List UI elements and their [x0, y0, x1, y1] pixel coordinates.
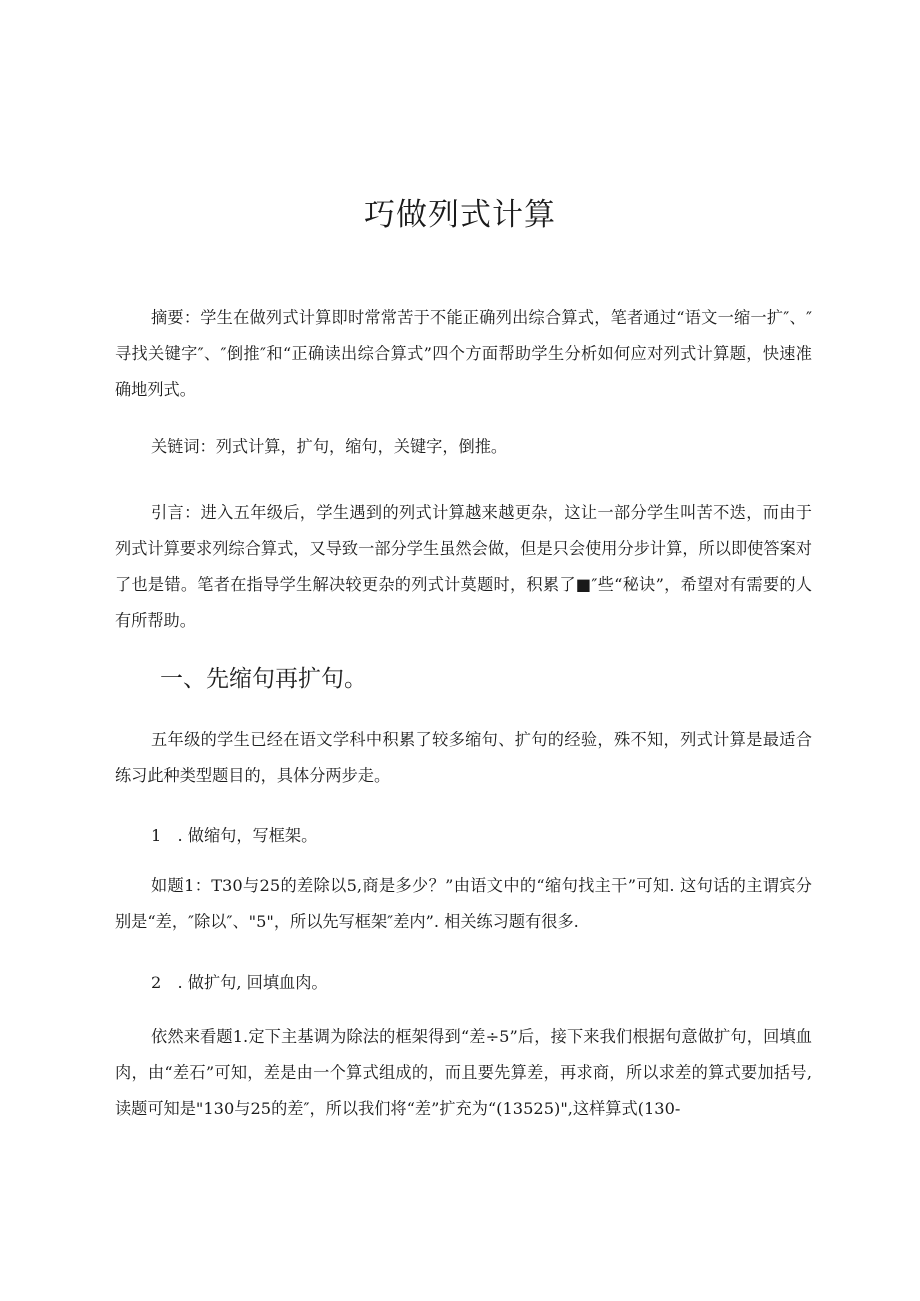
- introduction-paragraph: 引言：进入五年级后，学生遇到的列式计算越来越更杂，这让一部分学生叫苦不迭，而由于列式计算要求列综合算式，又导致一部分学生虽然会做，但是只会使用分步计算，所以即使答案对了也是错。笔者在指导学生解决较更杂的列式计莫题时，积累了■″些“秘诀”，希望对有需要的人有所帮助。: [115, 503, 812, 630]
- section-intro-paragraph: 五年级的学生已经在语文学科中积累了较多缩句、扩句的经验，殊不知，列式计算是最适合练习此种类型题目的，具体分两步走。: [115, 730, 812, 785]
- abstract-paragraph: 摘要：学生在做列式计算即时常常苦于不能正确列出综合算式，笔者通过“语文一缩一扩″、″寻找关键字″、″倒推″和“正确读出综合算式”四个方面帮助学生分析如何应对列式计算题，快速准确地列式。: [115, 308, 812, 399]
- keywords-paragraph: 关链词：列式计算，扩句，缩句，关键字，倒推。: [151, 437, 508, 456]
- section-heading: 一、先缩句再扩句。: [160, 666, 367, 692]
- step-1-heading: 1 . 做缩句，写框架。: [151, 826, 318, 845]
- step-2-heading: 2 . 做扩句, 回填血肉。: [151, 973, 328, 992]
- example-2-paragraph: 依然来看题1.定下主基调为除法的框架得到“差÷5”后，接下来我们根据句意做扩句，回填血肉，由“差石”可知，差是由一个算式组成的，而且要先算差，再求商，所以求差的算式要加括号, 读题可知是"130与25的差″，所以我们将“差”扩充为“(13525)",这样算式(130-: [115, 1027, 812, 1118]
- example-1-paragraph: 如题1：T30与25的差除以5,商是多少？”由语文中的“缩句找主干”可知. 这句话的主谓宾分别是“差，″除以″、"5"，所以先写框架″差内”. 相关练习题有很多.: [115, 876, 812, 931]
- document-title: 巧做列式计算: [364, 196, 556, 233]
